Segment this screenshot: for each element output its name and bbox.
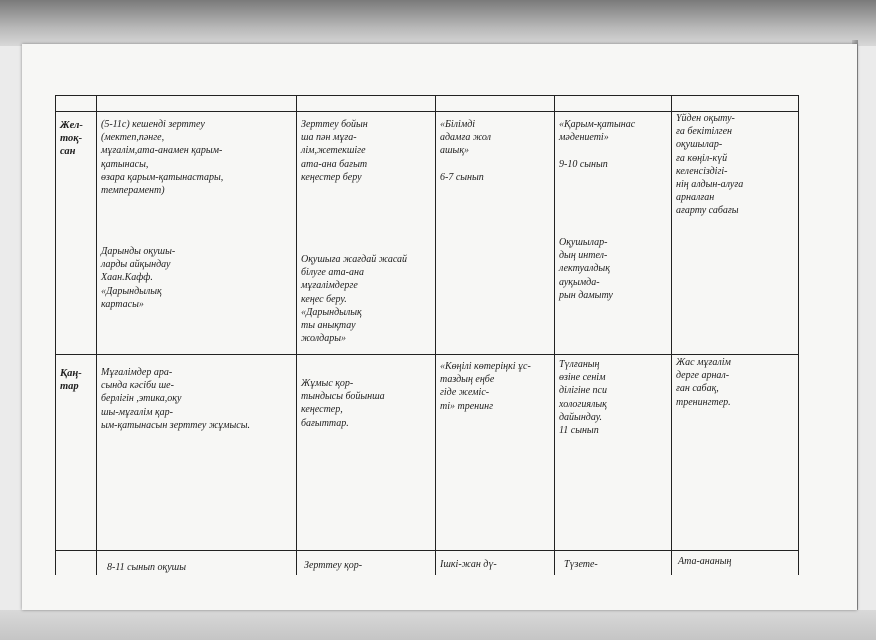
table-border-left — [55, 95, 56, 575]
document-page — [22, 44, 857, 610]
scan-top-shadow — [0, 0, 876, 46]
table-border-right — [798, 95, 799, 575]
scan-bottom-background — [0, 610, 876, 640]
table-row-line — [55, 354, 799, 355]
table-cell: Түзете- — [564, 559, 598, 570]
table-cell: «Білімді адамға жол ашық» 6-7 сынып — [440, 119, 492, 183]
table-cell: 8-11 сынып оқушы — [107, 562, 186, 573]
table-cell: Үйден оқыту- ға бекітілген оқушылар- ға көңіл-күй келенсіздігі- нің алдын-алуға арналған ағарту сабағы — [676, 113, 744, 217]
table-cell: Түлғаның өзіне сенім ділігіне пси хологиялық дайындау. 11 сынып — [559, 359, 607, 437]
table-cell: Оқушыға жағдай жасай білуге ата-ана мұғалімдерге кеңес беру. «Дарындылық ты анықтау жолдары» — [301, 254, 408, 345]
table-col-line — [96, 95, 97, 575]
table-col-line — [296, 95, 297, 575]
table-cell: Жас мұғалім дерге арнал- ған сабақ, тренингтер. — [676, 357, 731, 408]
table-cell: Жұмыс қор- тындысы бойынша кеңестер, бағыттар. — [301, 378, 385, 429]
table-cell: Ішкі-жан дү- — [440, 559, 497, 570]
table-cell: «Қарым-қатынас мәдениеті» 9-10 сынып — [559, 119, 636, 170]
table-cell: «Көңілі көтеріңкі ұс- таздың еңбе гіде жеміс- ті» тренинг — [440, 361, 531, 412]
table-cell: Зерттеу қор- — [304, 560, 363, 571]
table-cell: Зерттеу бойын ша пән мұға- лім,жетекшіге ата-ана бағыт кеңестер беру — [301, 119, 368, 183]
table-col-line — [671, 95, 672, 575]
table-cell: Ата-ананың — [678, 556, 732, 567]
table-cell: Мұғалімдер ара- сында кәсіби ше- берлігін ,этика,оқу шы-мұғалім қар- ым-қатынасын зерттеу жұмысы. — [101, 367, 250, 431]
month-label: Жел- тоқ- сан — [60, 120, 83, 157]
month-label: Қаң- тар — [60, 368, 82, 392]
table-cell: (5-11с) кешенді зерттеу (мектеп,пәнге, мұғалім,ата-анамен қарым- қатынасы, өзара қарым-қатынастары, темперамент) — [101, 119, 224, 197]
table-cell: Оқушылар- дың интел- лектуалдық ауқымда- рын дамыту — [559, 237, 613, 301]
table-col-line — [554, 95, 555, 575]
table-border-top — [55, 95, 799, 96]
table-row-line — [55, 550, 799, 551]
table-col-line — [435, 95, 436, 575]
table-cell: Дарынды оқушы- ларды айқындау Хаан.Кафф. «Дарындылық картасы» — [101, 246, 176, 310]
